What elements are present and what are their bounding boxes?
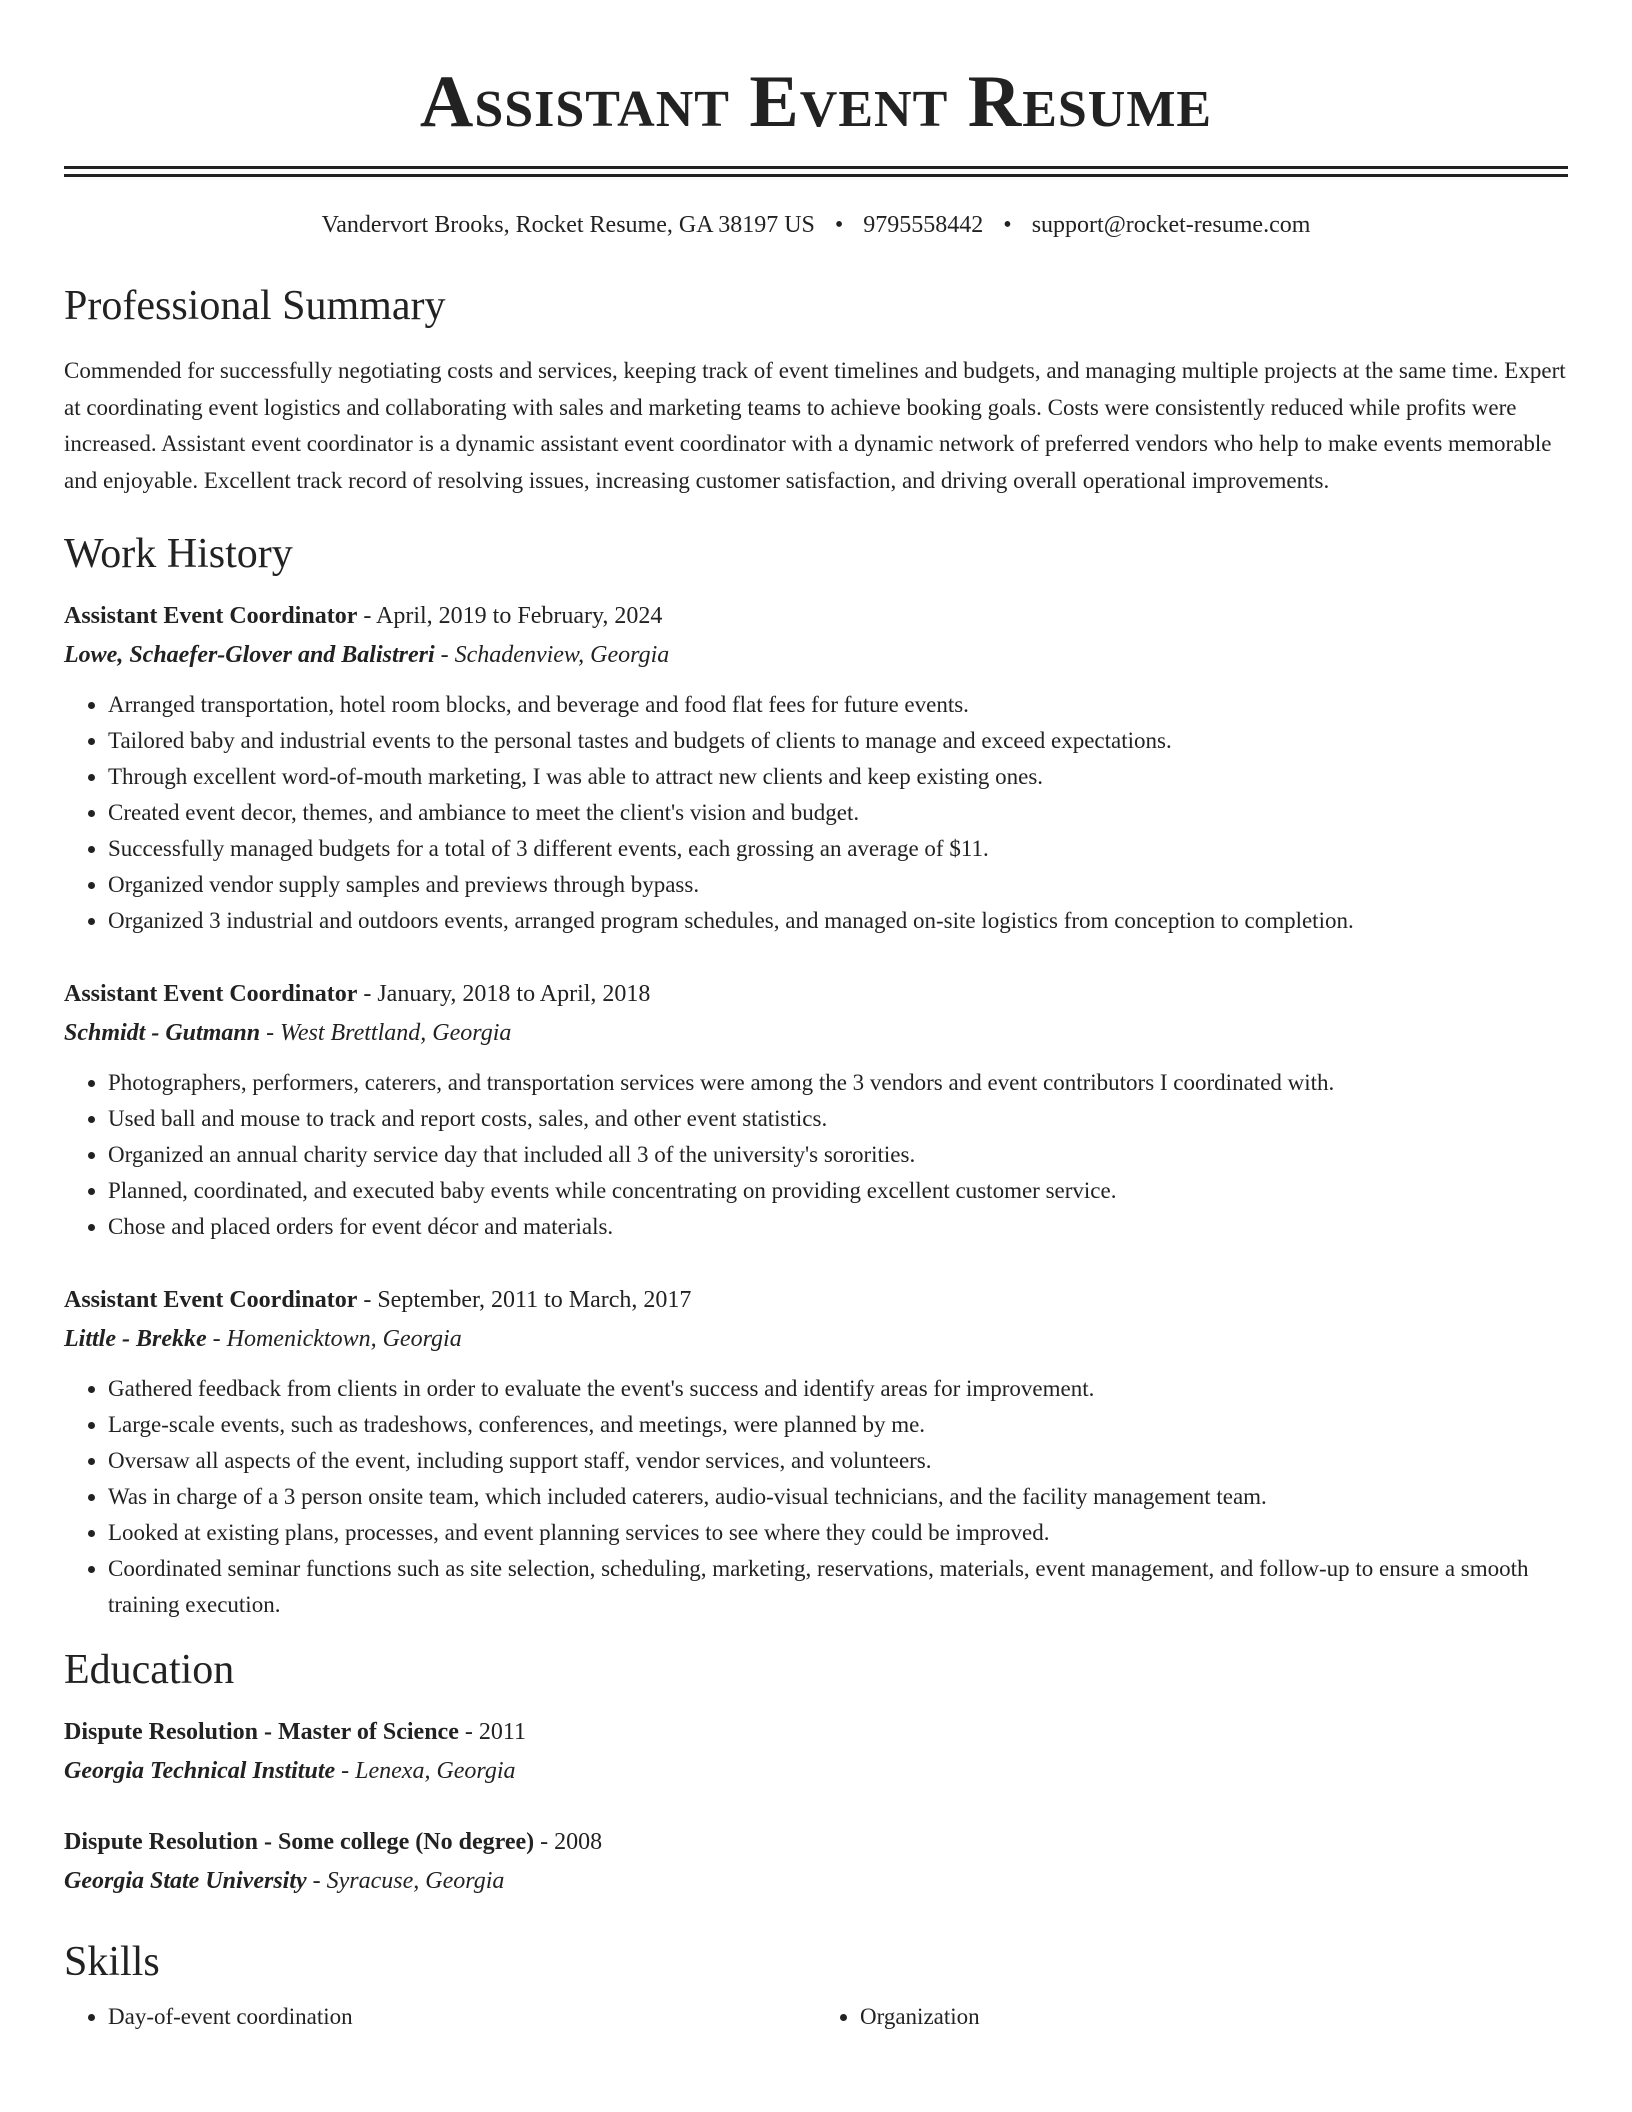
education-institution bbox=[64, 1861, 1568, 1901]
list-item: • Chose and placed orders for event décor and materials. bbox=[108, 1209, 1568, 1245]
summary-heading: Professional Summary bbox=[64, 283, 446, 329]
list-item: • Oversaw all aspects of the event, including support staff, vendor services, and volunteers. bbox=[108, 1443, 1568, 1479]
job-duties bbox=[64, 1371, 1568, 1623]
job-duties bbox=[64, 1065, 1568, 1245]
job-company: Lowe, Schaefer-Glover and Balistreri bbox=[64, 642, 435, 668]
job-entry bbox=[64, 597, 1568, 939]
job-title: Assistant Event Coordinator bbox=[64, 1287, 358, 1313]
job-location: - West Brettland, Georgia bbox=[260, 1020, 512, 1046]
job-title: Assistant Event Coordinator bbox=[64, 981, 358, 1007]
job-dates: - April, 2019 to February, 2024 bbox=[357, 603, 663, 629]
list-item: • Used ball and mouse to track and report costs, sales, and other event statistics. bbox=[108, 1101, 1568, 1137]
skill-item: • Day-of-event coordination bbox=[108, 1999, 816, 2035]
job-location: - Schadenview, Georgia bbox=[434, 642, 670, 668]
education-header bbox=[64, 1713, 1568, 1751]
job-employer bbox=[64, 635, 1568, 675]
work-history-heading: Work History bbox=[64, 531, 293, 577]
job-header bbox=[64, 597, 1568, 635]
resume-page bbox=[64, 0, 1568, 2035]
job-company: Schmidt - Gutmann bbox=[64, 1020, 261, 1046]
list-item: • Successfully managed budgets for a total of 3 different events, each grossing an average of $11. bbox=[108, 831, 1568, 867]
contact-separator: • bbox=[1003, 212, 1012, 238]
contact-separator: • bbox=[834, 212, 844, 238]
list-item: • Organized an annual charity service day that included all 3 of the university's sororities. bbox=[108, 1137, 1568, 1173]
list-item: • Planned, coordinated, and executed baby events while concentrating on providing excellent customer service. bbox=[108, 1173, 1568, 1209]
summary-text: Commended for successfully negotiating costs and services, keeping track of event timelines and budgets, and managing multiple projects at the same time. Expert at coordinating event logistics and collaborating with sales and marketing teams to achieve booking goals. Costs were consistently reduced while profits were increased. Assistant event coordinator is a dynamic assistant event coordinator with a dynamic network of preferred vendors who help to make events memorable and enjoyable. Excellent track record of resolving issues, increasing customer satisfaction, and driving overall operational improvements. bbox=[64, 358, 1566, 493]
list-item: • Through excellent word-of-mouth marketing, I was able to attract new clients and keep existing ones. bbox=[108, 759, 1568, 795]
contact-address: Vandervort Brooks, Rocket Resume, GA 38197 US bbox=[321, 212, 815, 238]
education-header bbox=[64, 1823, 1568, 1861]
job-company: Little - Brekke bbox=[64, 1326, 207, 1352]
job-entry bbox=[64, 1281, 1568, 1623]
job-header bbox=[64, 1281, 1568, 1319]
skills-heading: Skills bbox=[64, 1939, 160, 1985]
education-entry bbox=[64, 1713, 1568, 1791]
list-item: • Large-scale events, such as tradeshows, conferences, and meetings, were planned by me. bbox=[108, 1407, 1568, 1443]
education-degree: Dispute Resolution - Some college (No degree) bbox=[64, 1829, 535, 1855]
education-school: Georgia State University bbox=[64, 1868, 307, 1894]
list-item: • Created event decor, themes, and ambiance to meet the client's vision and budget. bbox=[108, 795, 1568, 831]
job-employer bbox=[64, 1013, 1568, 1053]
contact-phone: 9795558442 bbox=[863, 212, 984, 238]
skills-column-left bbox=[64, 1999, 816, 2035]
skill-item: • Organization bbox=[860, 1999, 1568, 2035]
contact-email[interactable]: support@rocket-resume.com bbox=[1031, 212, 1311, 238]
list-item: • Tailored baby and industrial events to the personal tastes and budgets of clients to manage and exceed expectations. bbox=[108, 723, 1568, 759]
list-item: • Was in charge of a 3 person onsite team, which included caterers, audio-visual technicians, and the facility management team. bbox=[108, 1479, 1568, 1515]
education-institution bbox=[64, 1751, 1568, 1791]
job-dates: - January, 2018 to April, 2018 bbox=[357, 981, 651, 1007]
list-item: • Coordinated seminar functions such as site selection, scheduling, marketing, reservations, materials, event management, and follow-up to ensure a smooth training execution. bbox=[108, 1551, 1568, 1623]
title-divider bbox=[64, 166, 1568, 177]
education-year: - 2011 bbox=[458, 1719, 526, 1745]
education-degree: Dispute Resolution - Master of Science bbox=[64, 1719, 459, 1745]
education-school: Georgia Technical Institute bbox=[64, 1758, 336, 1784]
list-item: • Gathered feedback from clients in order to evaluate the event's success and identify areas for improvement. bbox=[108, 1371, 1568, 1407]
job-dates: - September, 2011 to March, 2017 bbox=[357, 1287, 692, 1313]
education-location: - Syracuse, Georgia bbox=[306, 1868, 505, 1894]
skills-column-right bbox=[816, 1999, 1568, 2035]
list-item: • Organized vendor supply samples and previews through bypass. bbox=[108, 867, 1568, 903]
list-item: • Organized 3 industrial and outdoors events, arranged program schedules, and managed on-site logistics from conception to completion. bbox=[108, 903, 1568, 939]
education-location: - Lenexa, Georgia bbox=[335, 1758, 516, 1784]
education-entry bbox=[64, 1823, 1568, 1901]
contact-line bbox=[64, 209, 1568, 241]
list-item: • Arranged transportation, hotel room blocks, and beverage and food flat fees for future events. bbox=[108, 687, 1568, 723]
education-year: - 2008 bbox=[534, 1829, 603, 1855]
list-item: • Looked at existing plans, processes, and event planning services to see where they could be improved. bbox=[108, 1515, 1568, 1551]
skills-list bbox=[64, 1999, 1568, 2035]
job-employer bbox=[64, 1319, 1568, 1359]
job-title: Assistant Event Coordinator bbox=[64, 603, 358, 629]
job-location: - Homenicktown, Georgia bbox=[206, 1326, 462, 1352]
resume-title: Assistant Event Resume bbox=[419, 61, 1213, 143]
list-item: • Photographers, performers, caterers, and transportation services were among the 3 vendors and event contributors I coordinated with. bbox=[108, 1065, 1568, 1101]
job-duties bbox=[64, 687, 1568, 939]
job-header bbox=[64, 975, 1568, 1013]
education-heading: Education bbox=[64, 1647, 235, 1693]
job-entry bbox=[64, 975, 1568, 1245]
